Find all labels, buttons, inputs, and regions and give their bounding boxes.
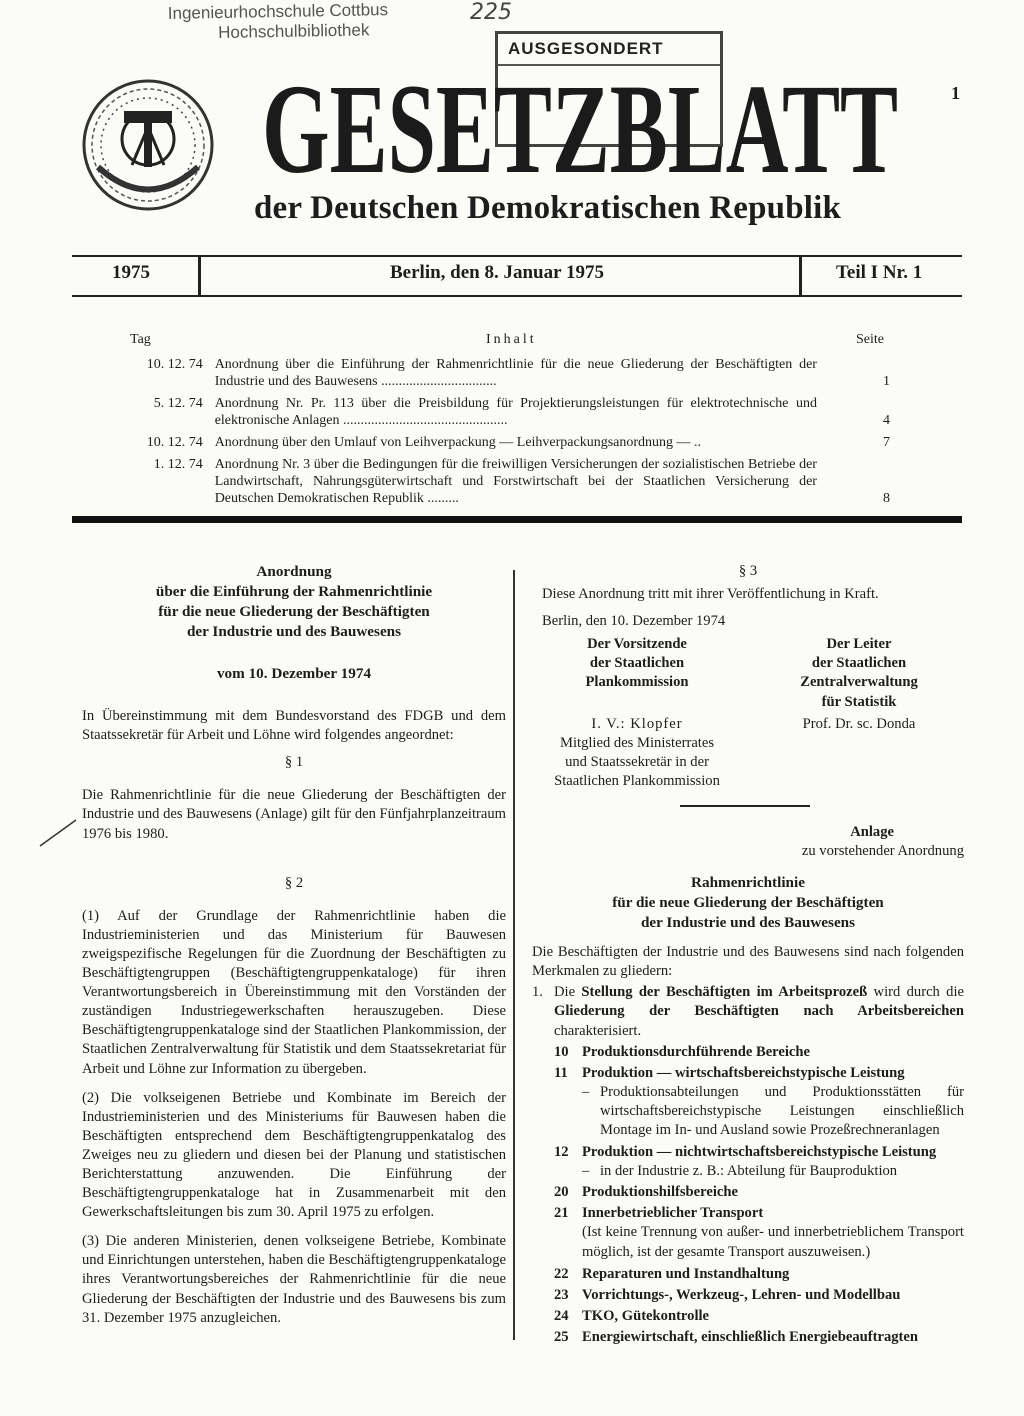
toc-row[interactable] bbox=[100, 395, 900, 429]
divider-left bbox=[198, 256, 201, 296]
signatory-title-line: Plankommission bbox=[585, 674, 689, 691]
divider-right bbox=[799, 256, 802, 296]
annex-subtitle: zu vorstehender Anordnung bbox=[801, 843, 964, 860]
toc-title: Anordnung über den Umlauf von Leihverpackung — Leihverpackungsanordnung — .. bbox=[214, 435, 702, 450]
category-code: 24 bbox=[554, 1307, 569, 1324]
toc-date: 10. 12. 74 bbox=[146, 435, 203, 450]
heading-line: für die neue Gliederung der Beschäftigten bbox=[158, 603, 430, 620]
heading-line: Rahmenrichtlinie bbox=[691, 874, 805, 892]
category-label: Vorrichtungs-, Werkzeug-, Lehren- und Modellbau bbox=[582, 1286, 901, 1303]
rule-top bbox=[72, 255, 962, 257]
signatory-role-line: Staatlichen Plankommission bbox=[554, 772, 720, 789]
toc-title: Anordnung Nr. 3 über die Bedingungen für die freiwilligen Versicherungen der sozialistischen Betriebe der Landwirtschaft, Nahrungsgüterwirtschaft und Forstwirtschaft bei der Staatlichen Versicherung der Deutschen Demokratischen Republik ......... bbox=[214, 457, 817, 506]
category-detail-text: in der Industrie z. B.: Abteilung für Bauproduktion bbox=[600, 1163, 898, 1180]
toc-date: 5. 12. 74 bbox=[153, 396, 203, 411]
section-2-para-2: (2) Die volkseigenen Betriebe und Kombinate im Bereich der Industrieministerien und des Ministeriums für Bauwesen haben die Beschäftigten entsprechend dem Beschäftigtengruppenkatalog des Zweiges neu zu gliedern und diesen bei der Planung und statistischen Berichterstattung anzuwenden. Die Einführung der Beschäftigtengruppenkataloge hat in Zusammenarbeit mit den Gewerkschaftsleitungen bis zum 30. April 1975 zu erfolgen. bbox=[82, 1089, 506, 1221]
toc-date: 10. 12. 74 bbox=[146, 357, 203, 372]
toc-page: 4 bbox=[883, 413, 891, 428]
heading-line: der Industrie und des Bauwesens bbox=[186, 623, 402, 640]
toc-page: 1 bbox=[883, 374, 891, 389]
category-row bbox=[554, 1064, 964, 1083]
ordinance-date: vom 10. Dezember 1974 bbox=[216, 665, 372, 682]
library-stamp-line1: Ingenieurhochschule Cottbus bbox=[167, 0, 389, 23]
list-item bbox=[532, 983, 964, 1040]
right-column bbox=[532, 562, 964, 1347]
category-code: 12 bbox=[554, 1144, 569, 1161]
category-row bbox=[554, 1043, 964, 1062]
toc-col-page: Seite bbox=[856, 332, 884, 347]
heading-line: Anordnung bbox=[256, 563, 332, 580]
ordinance-heading bbox=[82, 562, 506, 642]
signatory-title-line: Der Leiter bbox=[826, 636, 892, 653]
issue-year: 1975 bbox=[112, 262, 150, 283]
category-code: 21 bbox=[554, 1205, 569, 1222]
section-3-heading: § 3 bbox=[738, 563, 758, 579]
category-label: Innerbetrieblicher Transport bbox=[582, 1205, 764, 1222]
signatures bbox=[532, 635, 964, 791]
removed-stamp-text: AUSGESONDERT bbox=[498, 34, 720, 66]
masthead-title-text: GESETZBLATT bbox=[262, 68, 898, 190]
category-label: Reparaturen und Instandhaltung bbox=[582, 1265, 790, 1282]
signing-place-date: Berlin, den 10. Dezember 1974 bbox=[542, 613, 726, 630]
masthead-subtitle: der Deutschen Demokratischen Republik bbox=[254, 190, 842, 226]
library-stamp bbox=[168, 0, 389, 44]
pen-mark-icon bbox=[38, 818, 78, 848]
section-2-heading: § 2 bbox=[284, 874, 304, 891]
category-row bbox=[554, 1286, 964, 1305]
category-row bbox=[554, 1328, 964, 1347]
toc-row[interactable] bbox=[100, 456, 900, 507]
masthead-title bbox=[262, 68, 902, 190]
library-stamp-line2: Hochschulbibliothek bbox=[218, 20, 370, 43]
list-number: 1. bbox=[532, 984, 543, 1001]
signatory-role-line: Mitglied des Ministerrates bbox=[559, 734, 715, 751]
category-list bbox=[532, 1043, 964, 1347]
category-label: Energiewirtschaft, einschließlich Energiebeauftragten bbox=[582, 1328, 919, 1345]
category-detail: – in der Industrie z. B.: Abteilung für Bauproduktion bbox=[554, 1162, 964, 1181]
page-number: 1 bbox=[951, 83, 960, 103]
guideline-intro: Die Beschäftigten der Industrie und des Bauwesens sind nach folgenden Merkmalen zu gliedern: bbox=[532, 944, 964, 980]
category-detail: – Produktionsabteilungen und Produktionsstätten für wirtschaftsbereichstypische Leistungen einschließlich Montage im In- und Ausland sowie Prozeßrechneranlagen bbox=[554, 1083, 964, 1140]
category-label: Produktionshilfsbereiche bbox=[582, 1184, 738, 1201]
category-code: 23 bbox=[554, 1286, 569, 1303]
heading-line: über die Einführung der Rahmenrichtlinie bbox=[155, 583, 433, 600]
signature-right bbox=[754, 635, 964, 791]
category-label: Produktion — wirtschaftsbereichstypische Leistung bbox=[582, 1064, 905, 1081]
list-text-bold: Gliederung der Beschäftigten nach Arbeitsbereichen bbox=[554, 1003, 964, 1020]
category-code: 10 bbox=[554, 1043, 569, 1060]
category-code: 11 bbox=[554, 1064, 568, 1081]
section-1-heading: § 1 bbox=[284, 754, 304, 771]
ordinance-intro: In Übereinstimmung mit dem Bundesvorstand des FDGB und dem Staatssekretär für Arbeit und Löhne wird folgendes angeordnet: bbox=[82, 708, 506, 744]
list-text-bold: Stellung der Beschäftigten im Arbeitsprozeß bbox=[581, 984, 868, 1001]
signatory-title-line: der Staatlichen bbox=[589, 655, 685, 672]
category-row bbox=[554, 1307, 964, 1326]
section-3-text: Diese Anordnung tritt mit ihrer Veröffentlichung in Kraft. bbox=[542, 586, 879, 603]
toc-col-day: Tag bbox=[130, 332, 151, 347]
toc-date: 1. 12. 74 bbox=[153, 457, 203, 472]
toc-title: Anordnung Nr. Pr. 113 über die Preisbildung für Projektierungsleistungen für elektrotechnische und elektronische Anlagen ............................................... bbox=[214, 396, 817, 428]
category-code: 22 bbox=[554, 1265, 569, 1282]
toc-page: 8 bbox=[883, 491, 891, 506]
left-column bbox=[82, 562, 506, 1328]
category-row bbox=[554, 1265, 964, 1284]
handwritten-number: 225 bbox=[470, 0, 512, 25]
rule-bottom bbox=[72, 295, 962, 297]
category-row bbox=[554, 1204, 964, 1223]
signatory-title-line: Zentralverwaltung bbox=[800, 674, 918, 691]
list-text-part: Die bbox=[554, 984, 582, 1001]
toc-row[interactable] bbox=[100, 434, 900, 451]
category-note: (Ist keine Trennung von außer- und innerbetrieblichem Transport möglich, ist der gesamte Transport auszuweisen.) bbox=[582, 1224, 964, 1260]
signatory-title-line: der Staatlichen bbox=[811, 655, 907, 672]
state-emblem-icon bbox=[80, 77, 216, 213]
signatory-name: I. V.: Klopfer bbox=[591, 715, 683, 732]
annex-label: Anlage bbox=[850, 823, 894, 840]
list-text-part: wird durch die bbox=[867, 984, 964, 1001]
toc-title: Anordnung über die Einführung der Rahmenrichtlinie für die neue Gliederung der Beschäftigten der Industrie und des Bauwesens ................................. bbox=[214, 357, 817, 389]
category-code: 20 bbox=[554, 1184, 569, 1201]
list-text bbox=[554, 983, 964, 1040]
heading-line: für die neue Gliederung der Beschäftigten bbox=[612, 894, 884, 912]
category-row bbox=[554, 1143, 964, 1162]
section-1-text: Die Rahmenrichtlinie für die neue Gliederung der Beschäftigten der Industrie und des Bauwesens (Anlage) gilt für den Fünfjahrplanzeitraum 1976 bis 1980. bbox=[82, 787, 506, 842]
guideline-heading bbox=[532, 873, 964, 933]
toc-row[interactable] bbox=[100, 356, 900, 390]
signatory-title-line: Der Vorsitzende bbox=[587, 636, 687, 653]
signatory-role-line: und Staatssekretär in der bbox=[565, 753, 709, 770]
table-of-contents bbox=[100, 331, 900, 507]
list-text-part: charakterisiert. bbox=[554, 1022, 642, 1039]
category-row bbox=[554, 1183, 964, 1202]
category-label: Produktionsdurchführende Bereiche bbox=[582, 1043, 810, 1060]
signatory-title-line: für Statistik bbox=[821, 693, 897, 710]
column-divider bbox=[513, 570, 515, 1340]
issue-place-date: Berlin, den 8. Januar 1975 bbox=[390, 262, 604, 283]
category-code: 25 bbox=[554, 1328, 569, 1345]
category-label: Produktion — nichtwirtschaftsbereichstypische Leistung bbox=[582, 1144, 937, 1161]
heading-line: der Industrie und des Bauwesens bbox=[640, 914, 856, 932]
category-detail-text: Produktionsabteilungen und Produktionsstätten für wirtschaftsbereichstypische Leistungen einschließlich Montage im In- und Ausland sowie Prozeßrechneranlagen bbox=[600, 1083, 964, 1138]
short-rule bbox=[680, 805, 810, 807]
category-label: TKO, Gütekontrolle bbox=[582, 1307, 710, 1324]
toc-col-content: Inhalt bbox=[486, 332, 537, 347]
section-2-para-1: (1) Auf der Grundlage der Rahmenrichtlinie haben die Industrieministerien und das Ministerium für Bauwesen zweigspezifische Regelungen für die Zuordnung der Beschäftigten zu Beschäftigtengruppen (Beschäftigtengruppenkataloge) für ihren Verantwortungsbereich in Übereinstimmung mit den Vorständen der zuständigen Industriegewerkschaften herauszugeben. Diese Beschäftigtengruppenkataloge sind der Staatlichen Plankommission, der Staatlichen Zentralverwaltung für Statistik und dem Staatssekretariat für Arbeit und Löhne zur Information zu übergeben. bbox=[82, 907, 506, 1077]
section-2-para-3: (3) Die anderen Ministerien, denen volkseigene Betriebe, Kombinate und Einrichtungen unterstehen, haben die Beschäftigtengruppenkataloge ihres Verantwortungsbereiches der Rahmenrichtlinie für die neue Gliederung der Beschäftigten der Industrie und des Bauwesens bis zum 31. Dezember 1975 anzugleichen. bbox=[82, 1233, 506, 1326]
signatory-name: Prof. Dr. sc. Donda bbox=[802, 715, 916, 732]
issue-part: Teil I Nr. 1 bbox=[836, 262, 923, 283]
signature-left bbox=[532, 635, 742, 791]
section-divider bbox=[72, 516, 962, 523]
toc-page: 7 bbox=[883, 435, 891, 450]
